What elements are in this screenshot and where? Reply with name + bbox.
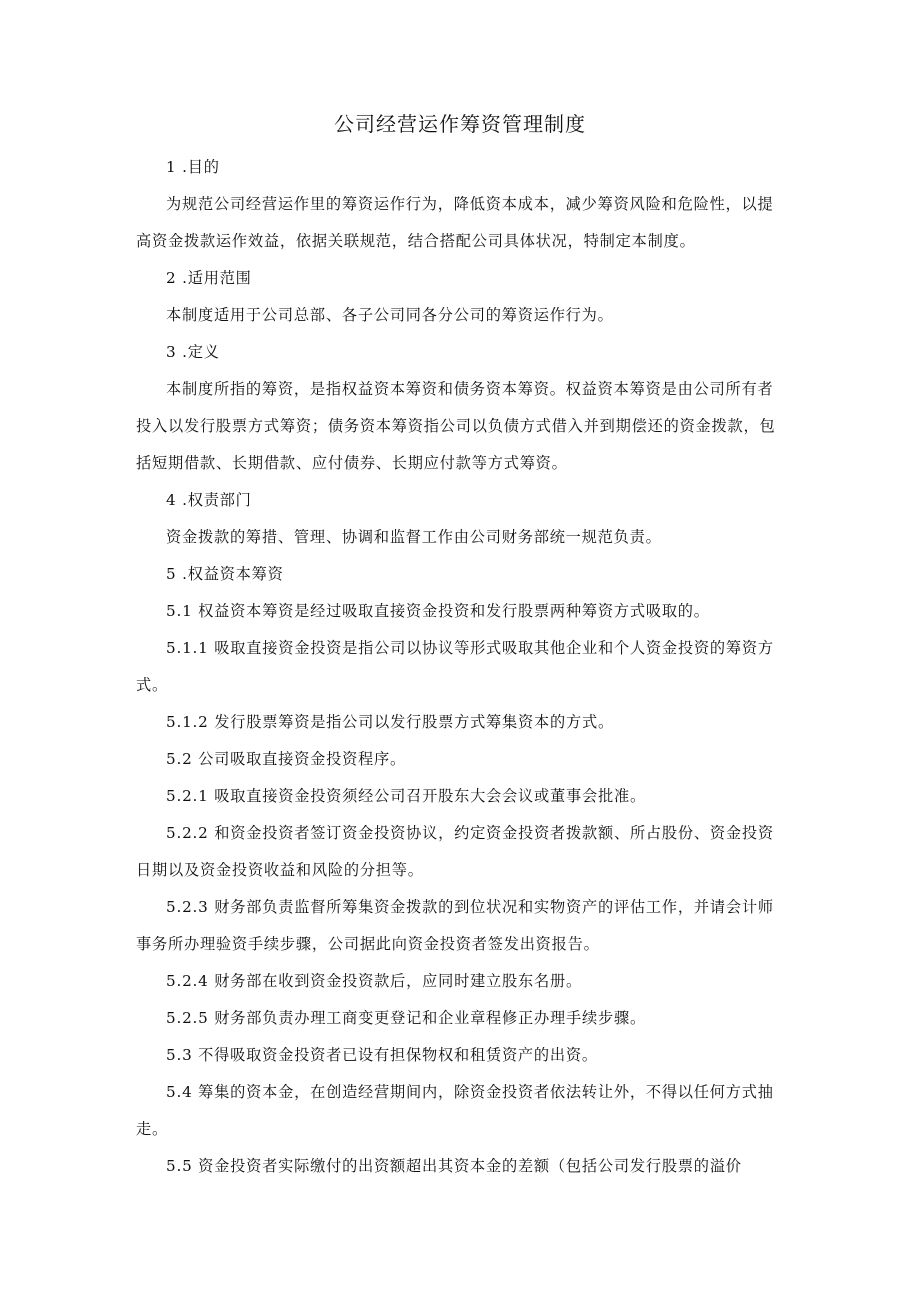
- document-body: [136, 149, 786, 1185]
- clause-5-2-4: 5.2.4 财务部在收到资金投资款后，应同时建立股东名册。: [166, 972, 582, 990]
- section-heading-1: 1 .目的: [166, 158, 220, 176]
- section-heading-5: 5 .权益资本筹资: [166, 565, 284, 583]
- paragraph: 为规范公司经营运作里的筹资运作行为，降低资本成本，减少筹资风险和危险性，以提高资金拨款运作效益，依据关联规范，结合搭配公司具体状况，特制定本制度。: [136, 195, 774, 250]
- section-heading-4: 4 .权责部门: [166, 491, 252, 509]
- section-heading-2: 2 .适用范围: [166, 269, 252, 287]
- clause-5-2-2: 5.2.2 和资金投资者签订资金投资协议，约定资金投资者拨款额、所占股份、资金投资日期以及资金投资收益和风险的分担等。: [136, 824, 774, 879]
- clause-5-2-1: 5.2.1 吸取直接资金投资须经公司召开股东大会会议或董事会批准。: [166, 787, 646, 805]
- paragraph: 本制度所指的筹资，是指权益资本筹资和债务资本筹资。权益资本筹资是由公司所有者投入以发行股票方式筹资；债务资本筹资指公司以负债方式借入并到期偿还的资金拨款，包括短期借款、长期借款、应付债券、长期应付款等方式筹资。: [136, 380, 776, 472]
- clause-5-1: 5.1 权益资本筹资是经过吸取直接资金投资和发行股票两种筹资方式吸取的。: [166, 602, 710, 620]
- clause-5-1-2: 5.1.2 发行股票筹资是指公司以发行股票方式筹集资本的方式。: [166, 713, 614, 731]
- clause-5-4: 5.4 筹集的资本金，在创造经营期间内，除资金投资者依法转让外，不得以任何方式抽走。: [136, 1083, 774, 1138]
- clause-5-3: 5.3 不得吸取资金投资者已设有担保物权和租赁资产的出资。: [166, 1046, 598, 1064]
- clause-5-1-1: 5.1.1 吸取直接资金投资是指公司以协议等形式吸取其他企业和个人资金投资的筹资方式。: [136, 639, 774, 694]
- paragraph: 本制度适用于公司总部、各子公司同各分公司的筹资运作行为。: [166, 306, 614, 324]
- document-title: 公司经营运作筹资管理制度: [334, 112, 586, 136]
- clause-5-2-3: 5.2.3 财务部负责监督所筹集资金拨款的到位状况和实物资产的评估工作，并请会计师事务所办理验资手续步骤，公司据此向资金投资者签发出资报告。: [136, 898, 774, 953]
- clause-5-2: 5.2 公司吸取直接资金投资程序。: [166, 750, 407, 768]
- paragraph: 资金拨款的筹措、管理、协调和监督工作由公司财务部统一规范负责。: [166, 528, 662, 546]
- clause-5-2-5: 5.2.5 财务部负责办理工商变更登记和企业章程修正办理手续步骤。: [166, 1009, 646, 1027]
- section-heading-3: 3 .定义: [166, 343, 220, 361]
- clause-5-5: 5.5 资金投资者实际缴付的出资额超出其资本金的差额（包括公司发行股票的溢价: [166, 1157, 742, 1175]
